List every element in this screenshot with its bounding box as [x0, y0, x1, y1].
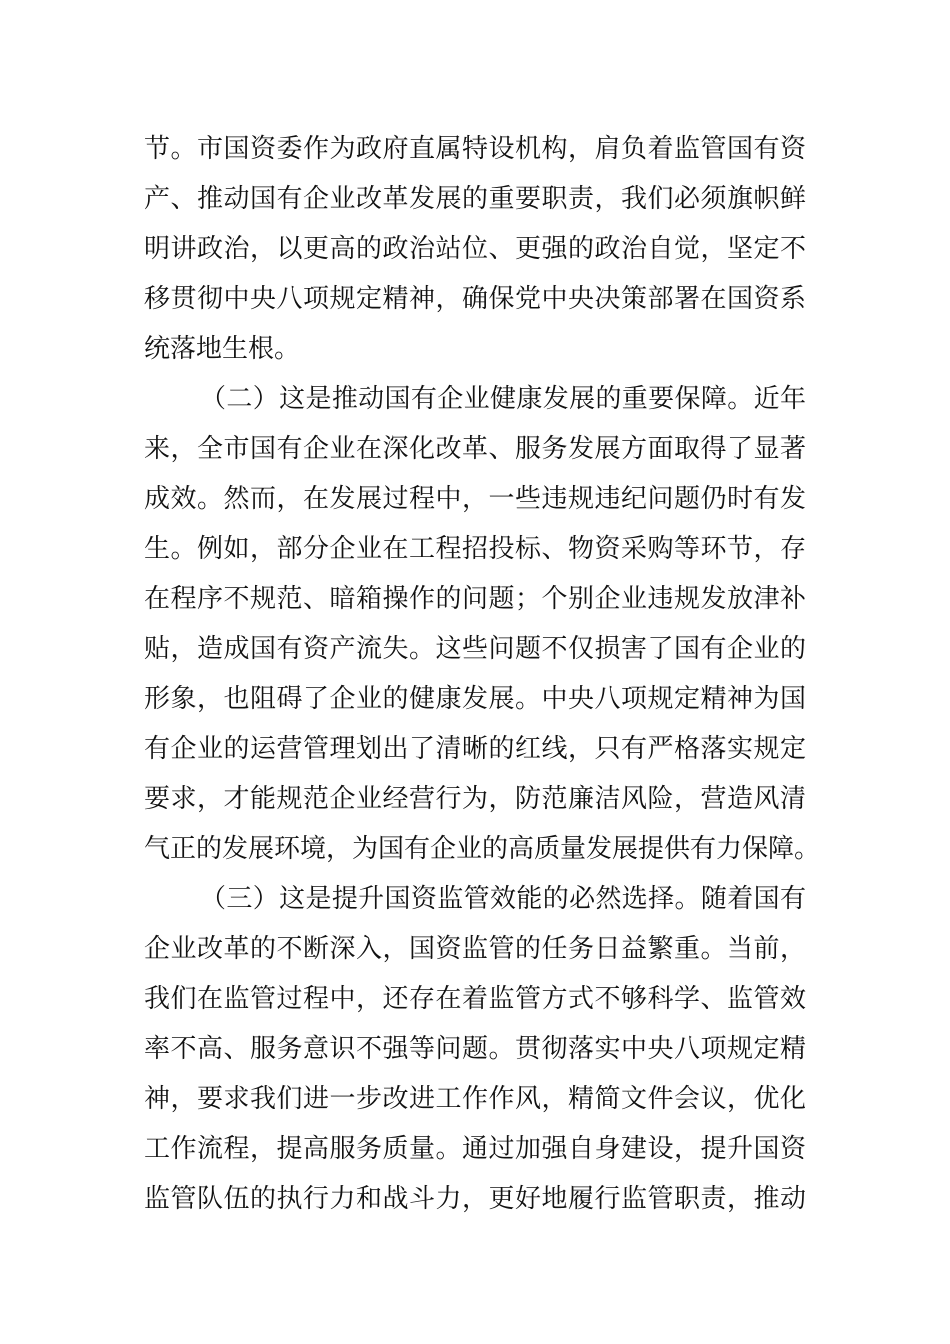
- text-line: 监管队伍的执行力和战斗力，更好地履行监管职责，推动: [144, 1184, 806, 1214]
- text-line: 贴，造成国有资产流失。这些问题不仅损害了国有企业的: [144, 634, 806, 664]
- text-line: 形象，也阻碍了企业的健康发展。中央八项规定精神为国: [144, 684, 806, 714]
- text-line: 节。市国资委作为政府直属特设机构，肩负着监管国有资: [144, 134, 806, 164]
- text-line: 神，要求我们进一步改进工作作风，精简文件会议，优化: [144, 1084, 806, 1114]
- text-line: 有企业的运营管理划出了清晰的红线，只有严格落实规定: [144, 734, 806, 764]
- text-line: 产、推动国有企业改革发展的重要职责，我们必须旗帜鲜: [144, 184, 806, 214]
- text-line: 来，全市国有企业在深化改革、服务发展方面取得了显著: [144, 434, 806, 464]
- text-line: 明讲政治，以更高的政治站位、更强的政治自觉，坚定不: [144, 234, 806, 264]
- text-line: 企业改革的不断深入，国资监管的任务日益繁重。当前，: [144, 934, 806, 964]
- body-text: [144, 124, 821, 1224]
- text-line: 在程序不规范、暗箱操作的问题；个别企业违规发放津补: [144, 584, 806, 614]
- text-line: 要求，才能规范企业经营行为，防范廉洁风险，营造风清: [144, 784, 806, 814]
- text-line: 生。例如，部分企业在工程招投标、物资采购等环节，存: [144, 534, 806, 564]
- text-line: 我们在监管过程中，还存在着监管方式不够科学、监管效: [144, 984, 806, 1014]
- text-line: 率不高、服务意识不强等问题。贯彻落实中央八项规定精: [144, 1034, 806, 1064]
- text-line: 工作流程，提高服务质量。通过加强自身建设，提升国资: [144, 1134, 806, 1164]
- text-line: （三）这是提升国资监管效能的必然选择。随着国有: [200, 884, 806, 914]
- text-line: 成效。然而，在发展过程中，一些违规违纪问题仍时有发: [144, 484, 806, 514]
- text-line: 移贯彻中央八项规定精神，确保党中央决策部署在国资系: [144, 284, 806, 314]
- text-line: 统落地生根。: [144, 334, 301, 364]
- text-line: （二）这是推动国有企业健康发展的重要保障。近年: [200, 384, 806, 414]
- text-line: 气正的发展环境，为国有企业的高质量发展提供有力保障。: [144, 834, 821, 864]
